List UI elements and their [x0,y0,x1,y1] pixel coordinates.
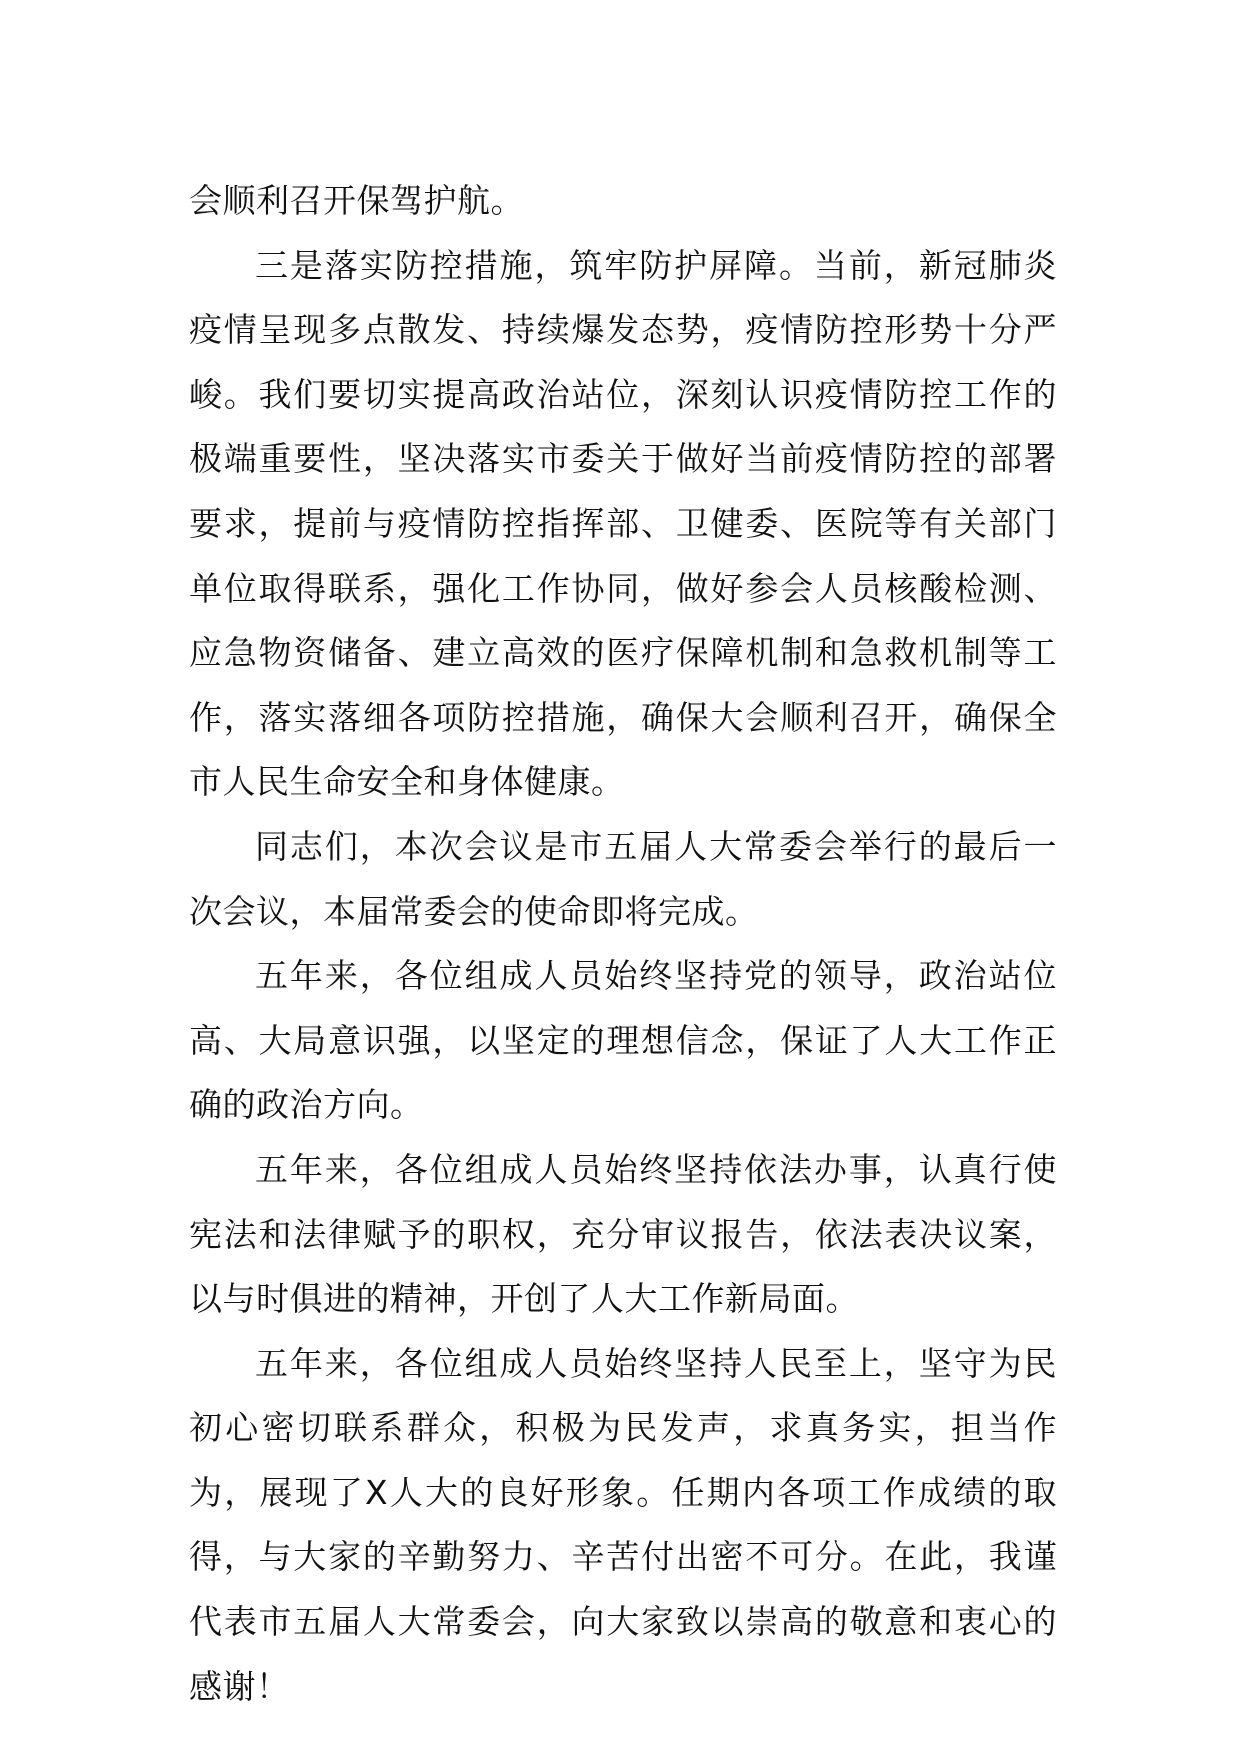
paragraph-party-leadership: 五年来，各位组成人员始终坚持党的领导，政治站位高、大局意识强，以坚定的理想信念，保证了人大工作正确的政治方向。 [189,956,1057,1125]
paragraph-rule-of-law: 五年来，各位组成人员始终坚持依法办事，认真行使宪法和法律赋予的职权，充分审议报告，依法表决议案，以与时俱进的精神，开创了人大工作新局面。 [189,1149,1057,1319]
paragraph-continuation: 会顺利召开保驾护航。 [189,181,524,220]
paragraph-prevention-measures: 三是落实防控措施，筑牢防护屏障。当前，新冠肺炎疫情呈现多点散发、持续爆发态势，疫情防控形势十分严峻。我们要切实提高政治站位，深刻认识疫情防控工作的极端重要性，坚决落实市委关于做好当前疫情防控的部署要求，提前与疫情防控指挥部、卫健委、医院等有关部门单位取得联系，强化工作协同，做好参会人员核酸检测、应急物资储备、建立高效的医疗保障机制和急救机制等工作，落实落细各项防控措施，确保大会顺利召开，确保全市人民生命安全和身体健康。 [189,245,1057,802]
document-body [189,169,1057,1719]
paragraph-comrades: 同志们，本次会议是市五届人大常委会举行的最后一次会议，本届常委会的使命即将完成。 [189,826,1057,931]
paragraph-people-first: 五年来，各位组成人员始终坚持人民至上，坚守为民初心密切联系群众，积极为民发声，求真务实，担当作为，展现了X人大的良好形象。任期内各项工作成绩的取得，与大家的辛勤努力、辛苦付出密不可分。在此，我谨代表市五届人大常委会，向大家致以崇高的敬意和衷心的感谢！ [189,1343,1057,1706]
